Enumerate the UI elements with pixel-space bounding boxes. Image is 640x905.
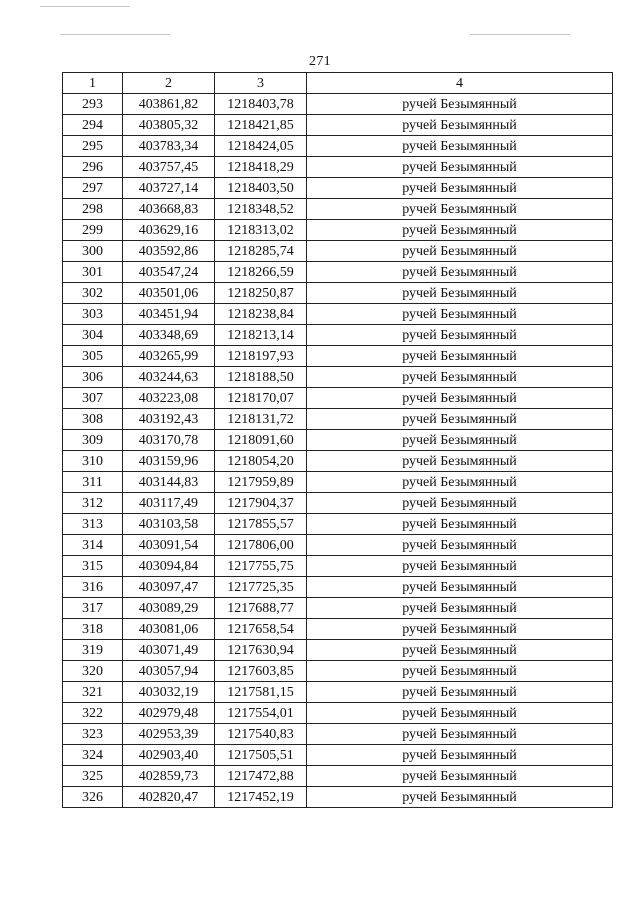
table-row	[63, 136, 613, 157]
point-number-cell: 297	[63, 178, 123, 199]
x-coordinate-cell: 403861,82	[123, 94, 215, 115]
table-row	[63, 241, 613, 262]
description-cell: ручей Безымянный	[307, 178, 613, 199]
y-coordinate-cell: 1217630,94	[215, 640, 307, 661]
y-coordinate-cell: 1217540,83	[215, 724, 307, 745]
table-row	[63, 115, 613, 136]
description-cell: ручей Безымянный	[307, 115, 613, 136]
description-cell: ручей Безымянный	[307, 136, 613, 157]
table-row	[63, 619, 613, 640]
point-number-cell: 320	[63, 661, 123, 682]
table-row	[63, 304, 613, 325]
x-coordinate-cell: 403244,63	[123, 367, 215, 388]
point-number-cell: 319	[63, 640, 123, 661]
x-coordinate-cell: 403501,06	[123, 283, 215, 304]
x-coordinate-cell: 403783,34	[123, 136, 215, 157]
y-coordinate-cell: 1218213,14	[215, 325, 307, 346]
description-cell: ручей Безымянный	[307, 409, 613, 430]
description-cell: ручей Безымянный	[307, 703, 613, 724]
table-row	[63, 325, 613, 346]
point-number-cell: 305	[63, 346, 123, 367]
column-header-1: 1	[63, 73, 123, 94]
point-number-cell: 317	[63, 598, 123, 619]
y-coordinate-cell: 1218403,50	[215, 178, 307, 199]
point-number-cell: 294	[63, 115, 123, 136]
point-number-cell: 296	[63, 157, 123, 178]
y-coordinate-cell: 1217505,51	[215, 745, 307, 766]
y-coordinate-cell: 1218348,52	[215, 199, 307, 220]
point-number-cell: 309	[63, 430, 123, 451]
point-number-cell: 298	[63, 199, 123, 220]
y-coordinate-cell: 1218054,20	[215, 451, 307, 472]
description-cell: ручей Безымянный	[307, 661, 613, 682]
point-number-cell: 323	[63, 724, 123, 745]
point-number-cell: 307	[63, 388, 123, 409]
description-cell: ручей Безымянный	[307, 283, 613, 304]
table-row	[63, 640, 613, 661]
point-number-cell: 326	[63, 787, 123, 808]
description-cell: ручей Безымянный	[307, 451, 613, 472]
description-cell: ручей Безымянный	[307, 346, 613, 367]
x-coordinate-cell: 403223,08	[123, 388, 215, 409]
x-coordinate-cell: 403097,47	[123, 577, 215, 598]
table-row	[63, 451, 613, 472]
y-coordinate-cell: 1218403,78	[215, 94, 307, 115]
description-cell: ручей Безымянный	[307, 304, 613, 325]
x-coordinate-cell: 403265,99	[123, 346, 215, 367]
table-row	[63, 787, 613, 808]
point-number-cell: 321	[63, 682, 123, 703]
x-coordinate-cell: 403629,16	[123, 220, 215, 241]
table-row	[63, 94, 613, 115]
y-coordinate-cell: 1218238,84	[215, 304, 307, 325]
x-coordinate-cell: 403032,19	[123, 682, 215, 703]
table-row	[63, 199, 613, 220]
description-cell: ручей Безымянный	[307, 220, 613, 241]
description-cell: ручей Безымянный	[307, 535, 613, 556]
column-header-4: 4	[307, 73, 613, 94]
y-coordinate-cell: 1218424,05	[215, 136, 307, 157]
description-cell: ручей Безымянный	[307, 577, 613, 598]
table-row	[63, 598, 613, 619]
scan-artifact	[60, 34, 170, 35]
y-coordinate-cell: 1217688,77	[215, 598, 307, 619]
table-row	[63, 262, 613, 283]
y-coordinate-cell: 1217452,19	[215, 787, 307, 808]
x-coordinate-cell: 403071,49	[123, 640, 215, 661]
y-coordinate-cell: 1217554,01	[215, 703, 307, 724]
description-cell: ручей Безымянный	[307, 493, 613, 514]
table-row	[63, 766, 613, 787]
x-coordinate-cell: 402903,40	[123, 745, 215, 766]
point-number-cell: 322	[63, 703, 123, 724]
y-coordinate-cell: 1217959,89	[215, 472, 307, 493]
y-coordinate-cell: 1217806,00	[215, 535, 307, 556]
description-cell: ручей Безымянный	[307, 94, 613, 115]
point-number-cell: 312	[63, 493, 123, 514]
description-cell: ручей Безымянный	[307, 388, 613, 409]
table-row	[63, 556, 613, 577]
y-coordinate-cell: 1218421,85	[215, 115, 307, 136]
y-coordinate-cell: 1217855,57	[215, 514, 307, 535]
point-number-cell: 316	[63, 577, 123, 598]
table-row	[63, 430, 613, 451]
table-row	[63, 409, 613, 430]
table-row	[63, 157, 613, 178]
description-cell: ручей Безымянный	[307, 787, 613, 808]
y-coordinate-cell: 1218266,59	[215, 262, 307, 283]
page-number: 271	[309, 54, 331, 69]
x-coordinate-cell: 403668,83	[123, 199, 215, 220]
y-coordinate-cell: 1217472,88	[215, 766, 307, 787]
point-number-cell: 304	[63, 325, 123, 346]
y-coordinate-cell: 1218170,07	[215, 388, 307, 409]
point-number-cell: 300	[63, 241, 123, 262]
description-cell: ручей Безымянный	[307, 157, 613, 178]
table-row	[63, 388, 613, 409]
x-coordinate-cell: 402979,48	[123, 703, 215, 724]
y-coordinate-cell: 1218197,93	[215, 346, 307, 367]
description-cell: ручей Безымянный	[307, 199, 613, 220]
description-cell: ручей Безымянный	[307, 682, 613, 703]
point-number-cell: 318	[63, 619, 123, 640]
point-number-cell: 310	[63, 451, 123, 472]
table-row	[63, 346, 613, 367]
y-coordinate-cell: 1218250,87	[215, 283, 307, 304]
y-coordinate-cell: 1218188,50	[215, 367, 307, 388]
table-row	[63, 283, 613, 304]
y-coordinate-cell: 1218285,74	[215, 241, 307, 262]
y-coordinate-cell: 1217725,35	[215, 577, 307, 598]
description-cell: ручей Безымянный	[307, 367, 613, 388]
coordinates-table	[62, 72, 613, 808]
point-number-cell: 303	[63, 304, 123, 325]
x-coordinate-cell: 403057,94	[123, 661, 215, 682]
point-number-cell: 308	[63, 409, 123, 430]
description-cell: ручей Безымянный	[307, 598, 613, 619]
x-coordinate-cell: 403592,86	[123, 241, 215, 262]
point-number-cell: 293	[63, 94, 123, 115]
point-number-cell: 314	[63, 535, 123, 556]
table-row	[63, 682, 613, 703]
description-cell: ручей Безымянный	[307, 745, 613, 766]
x-coordinate-cell: 403547,24	[123, 262, 215, 283]
x-coordinate-cell: 403089,29	[123, 598, 215, 619]
header-row	[63, 73, 613, 94]
table-row	[63, 367, 613, 388]
x-coordinate-cell: 403094,84	[123, 556, 215, 577]
x-coordinate-cell: 402953,39	[123, 724, 215, 745]
description-cell: ручей Безымянный	[307, 472, 613, 493]
x-coordinate-cell: 403170,78	[123, 430, 215, 451]
y-coordinate-cell: 1217755,75	[215, 556, 307, 577]
point-number-cell: 301	[63, 262, 123, 283]
point-number-cell: 302	[63, 283, 123, 304]
point-number-cell: 313	[63, 514, 123, 535]
point-number-cell: 306	[63, 367, 123, 388]
y-coordinate-cell: 1217658,54	[215, 619, 307, 640]
description-cell: ручей Безымянный	[307, 262, 613, 283]
table-row	[63, 514, 613, 535]
table-row	[63, 493, 613, 514]
scan-artifact	[40, 6, 130, 7]
point-number-cell: 325	[63, 766, 123, 787]
table-row	[63, 745, 613, 766]
x-coordinate-cell: 403103,58	[123, 514, 215, 535]
y-coordinate-cell: 1217603,85	[215, 661, 307, 682]
description-cell: ручей Безымянный	[307, 640, 613, 661]
x-coordinate-cell: 403727,14	[123, 178, 215, 199]
y-coordinate-cell: 1218131,72	[215, 409, 307, 430]
x-coordinate-cell: 403805,32	[123, 115, 215, 136]
column-header-2: 2	[123, 73, 215, 94]
point-number-cell: 315	[63, 556, 123, 577]
description-cell: ручей Безымянный	[307, 430, 613, 451]
x-coordinate-cell: 402859,73	[123, 766, 215, 787]
description-cell: ручей Безымянный	[307, 766, 613, 787]
table-row	[63, 661, 613, 682]
description-cell: ручей Безымянный	[307, 325, 613, 346]
description-cell: ручей Безымянный	[307, 241, 613, 262]
x-coordinate-cell: 403192,43	[123, 409, 215, 430]
x-coordinate-cell: 403144,83	[123, 472, 215, 493]
point-number-cell: 295	[63, 136, 123, 157]
description-cell: ручей Безымянный	[307, 619, 613, 640]
x-coordinate-cell: 403117,49	[123, 493, 215, 514]
x-coordinate-cell: 403091,54	[123, 535, 215, 556]
x-coordinate-cell: 403081,06	[123, 619, 215, 640]
y-coordinate-cell: 1217581,15	[215, 682, 307, 703]
x-coordinate-cell: 403159,96	[123, 451, 215, 472]
description-cell: ручей Безымянный	[307, 724, 613, 745]
y-coordinate-cell: 1218313,02	[215, 220, 307, 241]
x-coordinate-cell: 403757,45	[123, 157, 215, 178]
scan-artifact	[470, 34, 570, 35]
y-coordinate-cell: 1217904,37	[215, 493, 307, 514]
table-row	[63, 472, 613, 493]
column-header-3: 3	[215, 73, 307, 94]
point-number-cell: 299	[63, 220, 123, 241]
point-number-cell: 311	[63, 472, 123, 493]
table-row	[63, 178, 613, 199]
table-row	[63, 535, 613, 556]
table-body	[63, 94, 613, 808]
description-cell: ручей Безымянный	[307, 556, 613, 577]
x-coordinate-cell: 402820,47	[123, 787, 215, 808]
table-row	[63, 577, 613, 598]
y-coordinate-cell: 1218418,29	[215, 157, 307, 178]
description-cell: ручей Безымянный	[307, 514, 613, 535]
x-coordinate-cell: 403451,94	[123, 304, 215, 325]
table-row	[63, 703, 613, 724]
y-coordinate-cell: 1218091,60	[215, 430, 307, 451]
table-row	[63, 220, 613, 241]
x-coordinate-cell: 403348,69	[123, 325, 215, 346]
table-row	[63, 724, 613, 745]
point-number-cell: 324	[63, 745, 123, 766]
